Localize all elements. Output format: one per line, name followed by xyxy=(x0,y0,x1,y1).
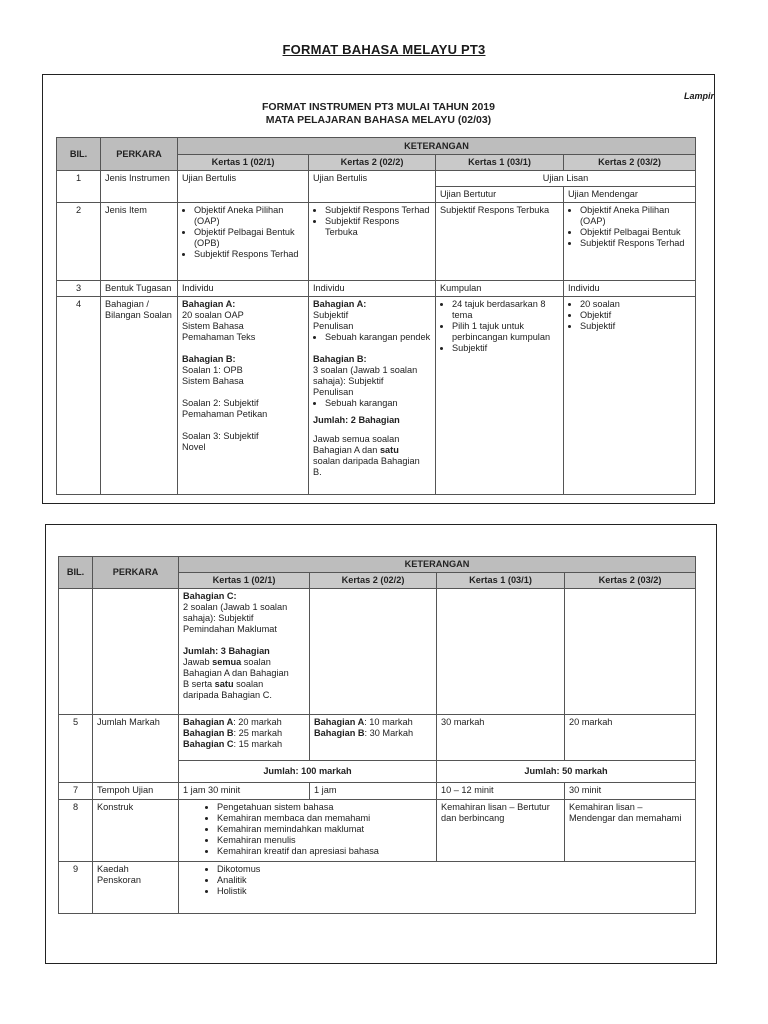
header-keterangan: KETERANGAN xyxy=(178,138,696,155)
table-row xyxy=(59,783,696,800)
text-line: sahaja): Subjektif xyxy=(183,613,254,623)
cell-kaedah-penskoran xyxy=(179,862,696,914)
text-span-bold: semua xyxy=(212,657,242,667)
cell-k2-022 xyxy=(309,297,436,495)
cell-kertas-bertulis xyxy=(179,800,437,862)
cell-k1-031: 10 – 12 minit xyxy=(437,783,565,800)
row-perkara: Konstruk xyxy=(93,800,179,862)
header-perkara: PERKARA xyxy=(93,557,179,589)
list-item: • Subjektif Respons Terbuka xyxy=(325,216,431,238)
header-kertas1-021: Kertas 1 (02/1) xyxy=(179,573,310,589)
cell-k2-022 xyxy=(309,203,436,281)
mark-value: : 30 Markah xyxy=(364,728,414,738)
text-span: Jawab xyxy=(183,657,213,667)
text-line xyxy=(183,679,305,690)
cell-k2-022: Ujian Bertulis xyxy=(309,171,436,203)
text-line: sahaja): Subjektif xyxy=(313,376,384,386)
lampiran-label: Lampir xyxy=(683,91,714,101)
cell-k2-022: 1 jam xyxy=(310,783,437,800)
text-line xyxy=(313,445,431,456)
row-perkara: Kaedah Penskoran xyxy=(93,862,179,914)
text-line: soalan daripada Bahagian xyxy=(313,456,420,466)
jumlah-bahagian: Jumlah: 3 Bahagian xyxy=(183,646,270,656)
header-kertas2-022: Kertas 2 (02/2) xyxy=(309,155,436,171)
list-item: • Objektif Pelbagai Bentuk (OPB) xyxy=(194,227,304,249)
header-keterangan: KETERANGAN xyxy=(179,557,696,573)
text-line xyxy=(314,717,432,728)
cell-k1-021 xyxy=(178,203,309,281)
text-line xyxy=(183,717,305,728)
row-bil: 8 xyxy=(59,800,93,862)
page-title: FORMAT BAHASA MELAYU PT3 xyxy=(282,42,486,57)
row-bil: 2 xyxy=(57,203,101,281)
list-item: • Kemahiran kreatif dan apresiasi bahasa xyxy=(217,846,432,857)
text-line: Pemahaman Petikan xyxy=(182,409,268,419)
mark-label: Bahagian A xyxy=(314,717,365,727)
table-row xyxy=(57,297,696,495)
doc-heading-line-1: FORMAT INSTRUMEN PT3 MULAI TAHUN 2019 xyxy=(262,101,495,113)
header-kertas2-022: Kertas 2 (02/2) xyxy=(310,573,437,589)
mark-label: Bahagian B xyxy=(314,728,365,738)
cell-k1-031: Kemahiran lisan – Bertutur dan berbincang xyxy=(437,800,565,862)
row-bil: 7 xyxy=(59,783,93,800)
scanned-page-2 xyxy=(45,524,717,964)
cell-k2-032 xyxy=(564,297,696,495)
text-span: soalan xyxy=(241,657,271,667)
mark-value: : 15 markah xyxy=(233,739,283,749)
list-item: • Pilih 1 tajuk untuk perbincangan kumpulan xyxy=(452,321,559,343)
text-span: soalan xyxy=(233,679,264,689)
mark-value: : 20 markah xyxy=(233,717,282,727)
cell-k2-032 xyxy=(565,589,696,715)
list-item: • Subjektif Respons Terhad xyxy=(194,249,304,260)
row-perkara: Bahagian / Bilangan Soalan xyxy=(101,297,178,495)
text-line xyxy=(314,728,432,739)
list-item: • Objektif xyxy=(580,310,691,321)
format-table-1 xyxy=(56,137,696,495)
text-line: Soalan 1: OPB xyxy=(182,365,243,375)
header-kertas2-032: Kertas 2 (03/2) xyxy=(565,573,696,589)
text-line: 2 soalan (Jawab 1 soalan xyxy=(183,602,288,612)
cell-k1-031: 30 markah xyxy=(437,715,565,761)
cell-k1-021: 1 jam 30 minit xyxy=(179,783,310,800)
table-row xyxy=(59,862,696,914)
jumlah-markah-bertulis: Jumlah: 100 markah xyxy=(179,761,437,783)
bahagian-b-title: Bahagian B: xyxy=(313,354,367,364)
text-line xyxy=(183,728,305,739)
list-item: • 24 tajuk berdasarkan 8 tema xyxy=(452,299,559,321)
text-line: Jawab semua soalan xyxy=(313,434,400,444)
mark-label: Bahagian B xyxy=(183,728,234,738)
table-row xyxy=(57,203,696,281)
mark-value: : 25 markah xyxy=(233,728,283,738)
header-kertas1-031: Kertas 1 (03/1) xyxy=(437,573,565,589)
text-line: Subjektif xyxy=(313,310,349,320)
jumlah-bahagian: Jumlah: 2 Bahagian xyxy=(313,415,400,425)
text-line: Bahagian A dan Bahagian xyxy=(183,668,289,678)
list-item: • Kemahiran membaca dan memahami xyxy=(217,813,432,824)
text-line: Novel xyxy=(182,442,206,452)
cell-k1-031: Ujian Bertutur xyxy=(436,187,564,203)
cell-k2-032: Kemahiran lisan – Mendengar dan memahami xyxy=(565,800,696,862)
cell-k1-031: Subjektif Respons Terbuka xyxy=(436,203,564,281)
row-bil: 3 xyxy=(57,281,101,297)
cell-k2-032: Ujian Mendengar xyxy=(564,187,696,203)
cell-k2-022 xyxy=(310,589,437,715)
cell-k2-032 xyxy=(564,203,696,281)
table-row xyxy=(59,589,696,715)
mark-label: Bahagian A xyxy=(183,717,234,727)
list-item: • Subjektif xyxy=(580,321,691,332)
table-row xyxy=(59,715,696,761)
cell-k1-021: Ujian Bertulis xyxy=(178,171,309,203)
cell-k1-031 xyxy=(437,589,565,715)
list-item: • Kemahiran menulis xyxy=(217,835,432,846)
text-line: 3 soalan (Jawab 1 soalan xyxy=(313,365,418,375)
list-item: • Objektif Aneka Pilihan (OAP) xyxy=(194,205,304,227)
cell-k2-022: Individu xyxy=(309,281,436,297)
jumlah-markah-lisan: Jumlah: 50 markah xyxy=(437,761,696,783)
list-item: • Objektif Aneka Pilihan (OAP) xyxy=(580,205,691,227)
bahagian-c-title: Bahagian C: xyxy=(183,591,237,601)
cell-k1-021 xyxy=(179,715,310,761)
list-item: • Objektif Pelbagai Bentuk xyxy=(580,227,691,238)
text-span-bold: satu xyxy=(379,445,399,455)
list-item: • Sebuah karangan pendek xyxy=(325,332,431,343)
text-line: Soalan 2: Subjektif xyxy=(182,398,259,408)
row-perkara xyxy=(93,589,179,715)
list-item: • Analitik xyxy=(217,875,691,886)
list-item: • 20 soalan xyxy=(580,299,691,310)
header-kertas1-021: Kertas 1 (02/1) xyxy=(178,155,309,171)
text-line xyxy=(183,657,305,668)
text-line: daripada Bahagian C. xyxy=(183,690,272,700)
text-line: Sistem Bahasa xyxy=(182,376,244,386)
scanned-page-1 xyxy=(42,74,715,504)
row-bil: 4 xyxy=(57,297,101,495)
mark-value: : 10 markah xyxy=(364,717,413,727)
cell-k2-032: Individu xyxy=(564,281,696,297)
text-line: 20 soalan OAP xyxy=(182,310,244,320)
row-bil: 5 xyxy=(59,715,93,783)
header-bil: BIL. xyxy=(59,557,93,589)
list-item: • Kemahiran memindahkan maklumat xyxy=(217,824,432,835)
text-line: Penulisan xyxy=(313,387,354,397)
table-row xyxy=(57,281,696,297)
text-line: Sistem Bahasa xyxy=(182,321,244,331)
row-bil xyxy=(59,589,93,715)
header-perkara: PERKARA xyxy=(101,138,178,171)
header-kertas1-031: Kertas 1 (03/1) xyxy=(436,155,564,171)
row-bil: 9 xyxy=(59,862,93,914)
row-perkara: Jenis Instrumen xyxy=(101,171,178,203)
text-span: B serta xyxy=(183,679,215,689)
table-row xyxy=(59,800,696,862)
cell-ujian-lisan: Ujian Lisan xyxy=(436,171,696,187)
cell-k2-032: 30 minit xyxy=(565,783,696,800)
format-table-2 xyxy=(58,556,696,914)
bahagian-b-title: Bahagian B: xyxy=(182,354,236,364)
text-span-bold: satu xyxy=(214,679,234,689)
row-perkara: Jumlah Markah xyxy=(93,715,179,783)
mark-label: Bahagian C xyxy=(183,739,234,749)
text-line: Pemindahan Maklumat xyxy=(183,624,277,634)
table-row xyxy=(57,171,696,187)
cell-k2-022 xyxy=(310,715,437,761)
row-perkara: Jenis Item xyxy=(101,203,178,281)
row-perkara: Tempoh Ujian xyxy=(93,783,179,800)
cell-k1-031: Kumpulan xyxy=(436,281,564,297)
list-item: • Pengetahuan sistem bahasa xyxy=(217,802,432,813)
text-line: Penulisan xyxy=(313,321,354,331)
cell-k1-021 xyxy=(179,589,310,715)
text-line: Pemahaman Teks xyxy=(182,332,256,342)
header-bil: BIL. xyxy=(57,138,101,171)
list-item: • Subjektif Respons Terhad xyxy=(325,205,431,216)
text-span: Bahagian A dan xyxy=(313,445,380,455)
doc-heading-line-2: MATA PELAJARAN BAHASA MELAYU (02/03) xyxy=(265,114,492,126)
text-line: Soalan 3: Subjektif xyxy=(182,431,259,441)
bahagian-a-title: Bahagian A: xyxy=(182,299,236,309)
list-item: • Dikotomus xyxy=(217,864,691,875)
cell-k1-031 xyxy=(436,297,564,495)
cell-k2-032: 20 markah xyxy=(565,715,696,761)
bahagian-a-title: Bahagian A: xyxy=(313,299,367,309)
cell-k1-021: Individu xyxy=(178,281,309,297)
list-item: • Sebuah karangan xyxy=(325,398,431,409)
text-line xyxy=(183,739,305,750)
header-kertas2-032: Kertas 2 (03/2) xyxy=(564,155,696,171)
list-item: • Subjektif xyxy=(452,343,559,354)
cell-k1-021 xyxy=(178,297,309,495)
row-perkara: Bentuk Tugasan xyxy=(101,281,178,297)
list-item: • Subjektif Respons Terhad xyxy=(580,238,691,249)
row-bil: 1 xyxy=(57,171,101,203)
list-item: • Holistik xyxy=(217,886,691,897)
text-line: B. xyxy=(313,467,322,477)
